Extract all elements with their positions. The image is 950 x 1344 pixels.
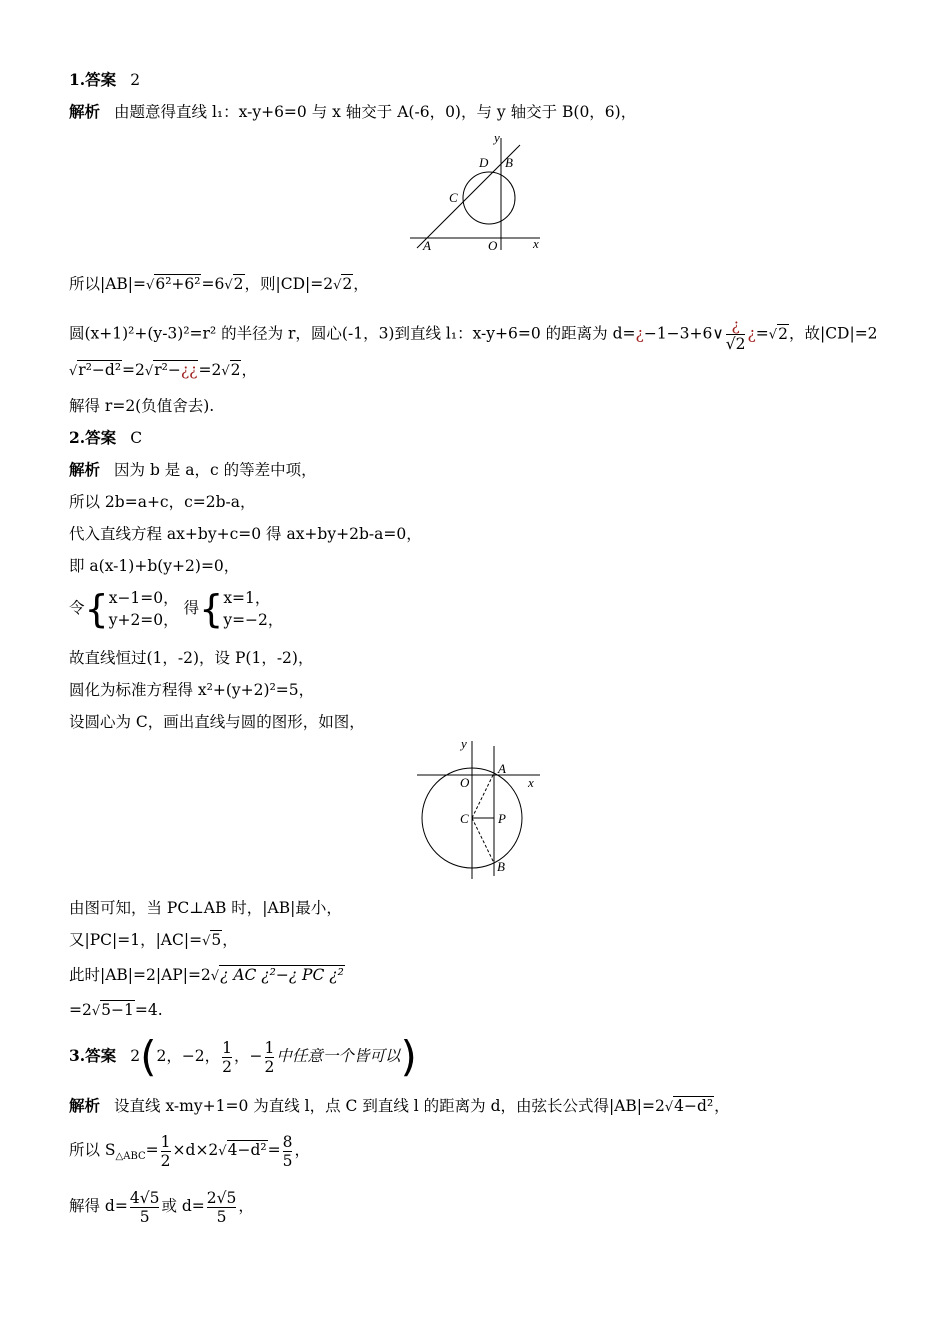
p2-de: 得 [183,599,200,617]
left-paren-icon: ( [140,1032,157,1081]
p2-label-x: x [528,775,534,790]
p1-distance-fraction [726,316,746,353]
p2-eq-y: y+2=0， [108,611,179,629]
p1-label-D: D [479,155,489,170]
p2-text-2: 所以 2b=a+c，c=2b-a， [69,493,256,511]
p3-half-num: 1 [160,1132,171,1151]
p3-answer-frac2 [265,1039,275,1076]
right-paren-icon: ) [400,1032,417,1081]
p3-area-radicand: 4−d² [227,1141,267,1159]
p1-r2: r²− [154,361,181,379]
p2-pc-ac: 又|PC|=1，|AC|= [69,931,203,949]
p1-analysis-label: 解析 [69,102,101,121]
p1-answer-line [69,70,140,90]
p1-ab-label: 所以|AB|= [69,275,147,293]
p2-text-3: 代入直线方程 ax+by+c=0 得 ax+by+2b-a=0， [69,525,422,543]
p3-d1-frac [130,1189,160,1226]
p1-cd-text: ，故|CD|=2 [788,324,878,343]
p2-label-P: P [498,811,506,826]
p1-garbled-3: ¿¿ [180,361,198,379]
p3-f2-num: 1 [264,1038,275,1057]
p1-figure [405,130,550,255]
p1-answer: 2 [130,71,141,89]
p3-area-den: 5 [282,1151,293,1170]
p2-answer-line [69,428,142,448]
p1-cd-root-2: 2 [230,361,241,379]
p2-text-6: 故直线恒过(1，-2)，设 P(1，-2)， [69,649,314,667]
p3-answer-prefix: 2 [130,1047,141,1065]
p3-f2-den: 2 [264,1057,275,1076]
p2-text-4: 即 a(x-1)+b(y+2)=0， [69,557,240,575]
p2-system-line [69,586,283,631]
p1-label-O: O [488,238,498,253]
sqrt-icon: √ [91,1004,101,1019]
left-brace-icon: { [84,587,109,631]
p1-ab-radicand: 6²+6² [155,275,201,293]
p3-d1-den: 5 [130,1207,160,1226]
p3-area-num: 8 [282,1132,293,1151]
p3-answer-line [69,1032,417,1081]
p1-label-x: x [533,236,539,251]
p2-result: =4. [134,1001,163,1019]
p3-eq: = [145,1141,159,1159]
p1-distance-text: 圆(x+1)²+(y-3)²=r² 的半径为 r，圆心(-1，3)到直线 l₁：x-y+6=0 的距离为 d= [69,324,636,343]
p1-d-root: 2 [778,324,788,343]
p3-heading: 3.答案 [69,1046,117,1065]
sqrt-icon: √ [221,364,230,379]
p2-ab-radicand: ¿ AC ¿²−¿ PC ¿² [220,966,344,984]
p1-circle [463,172,515,224]
p1-cd-label: ，则|CD|=2 [244,275,334,293]
p2-result-prefix: =2 [69,1001,92,1019]
p3-half-frac [161,1133,171,1170]
p3-analysis-line1 [69,1096,730,1118]
p3-comma: ， [714,1097,730,1115]
p3-area-frac [283,1133,293,1170]
p3-chord-radicand: 4−d² [674,1097,714,1115]
p1-eq2: =2 [122,361,145,379]
p2-label-O: O [460,775,470,790]
p1-garbled-1: ¿ [635,324,644,343]
p3-answer-frac1 [222,1039,232,1076]
p1-ab-root: 2 [233,275,244,293]
p2-analysis-label: 解析 [69,460,101,479]
p2-comma: ， [222,931,238,949]
p3-area-label: 所以 S [69,1141,116,1159]
p2-figure [415,736,545,881]
p2-analysis-line1 [69,460,317,480]
p2-sol-y: y=−2， [223,611,284,629]
p1-frac-num: ¿ [731,316,740,334]
sqrt-icon: √ [146,278,155,293]
sqrt-icon: √ [202,934,211,949]
p3-d2-den: 5 [207,1207,237,1226]
p2-ac-root: 5 [211,931,222,949]
p3-comma2: ， [294,1141,310,1159]
p2-label-A: A [498,761,506,776]
p2-text-9: 由图可知，当 PC⊥AB 时，|AB|最小， [69,899,342,917]
p2-eq-x: x−1=0， [108,589,179,607]
p1-analysis-line1 [69,102,636,122]
p3-answer-values: 2，−2， [156,1047,221,1065]
sqrt-icon: √ [210,969,220,984]
p1-label-C: C [449,190,458,205]
p2-system-2 [223,587,283,631]
p1-text-2 [69,274,369,296]
p1-garbled-2: ¿ [747,324,756,343]
p2-label-C: C [460,811,469,826]
sqrt-icon: √ [664,1100,674,1115]
left-brace-icon: { [199,587,224,631]
p1-text-1: 由题意得直线 l₁：x-y+6=0 与 x 轴交于 A(-6，0)，与 y 轴交于 B(0，6)， [114,103,637,121]
p2-text-12 [69,1000,163,1022]
p2-text-7: 圆化为标准方程得 x²+(y+2)²=5， [69,681,315,699]
p2-text-1: 因为 b 是 a，c 的等差中项， [114,461,317,479]
p1-distance-num: −1−3+6∨ [643,324,724,343]
p3-half-den: 2 [160,1151,171,1170]
p3-or: 或 d= [161,1197,205,1215]
p2-label-B: B [497,859,505,874]
sqrt-icon: √ [144,364,154,379]
p1-eq: = [755,324,769,343]
p3-answer-note: 中任意一个皆可以 [276,1047,401,1065]
p3-eq2: = [267,1141,281,1159]
p3-analysis-label: 解析 [69,1096,101,1115]
p1-text-5: 解得 r=2(负值舍去). [69,397,215,415]
p1-comma-2: ， [241,361,257,379]
p2-text-11 [69,965,345,987]
sqrt-icon: √ [768,327,778,343]
p3-f1-num: 1 [222,1038,233,1057]
p1-cd-radicand: r²−d² [78,361,122,379]
sqrt-icon: √ [224,278,233,293]
p2-heading: 2.答案 [69,428,117,447]
p1-cd-radicand-2 [153,360,198,379]
p2-answer: C [130,429,143,447]
p3-answer-neg: ，− [234,1047,263,1065]
sqrt-icon: √ [333,278,342,293]
p2-ab-eq: 此时|AB|=2|AP|=2 [69,966,211,984]
p3-text-1: 设直线 x-my+1=0 为直线 l，点 C 到直线 l 的距离为 d，由弦长公式得|AB|=2 [114,1097,665,1115]
p3-comma3: ， [238,1197,254,1215]
p1-label-B: B [505,155,513,170]
p2-label-y: y [461,736,467,751]
p3-area-sub: △ABC [115,1151,146,1163]
p3-f1-den: 2 [222,1057,233,1076]
p2-ca-dash [472,773,494,818]
p1-text-3 [69,316,878,353]
p3-times: ×d×2 [172,1141,219,1159]
p3-solve-label: 解得 d= [69,1197,128,1215]
p2-sol-x: x=1， [223,589,271,607]
p3-d2-num: 2√5 [206,1188,237,1207]
p1-comma: ， [353,275,369,293]
p2-cb-dash [472,818,494,863]
p1-label-A: A [423,238,431,253]
p2-system-1 [109,587,179,631]
p1-label-y: y [494,130,500,145]
p2-text-10 [69,930,238,952]
p3-d2-frac [207,1189,237,1226]
p3-d1-num: 4√5 [129,1188,160,1207]
p1-heading: 1.答案 [69,70,117,89]
p3-text-3 [69,1186,254,1226]
p1-text-4 [69,360,257,382]
p1-eq3: =2 [198,361,222,379]
p1-ab-eq: =6 [201,275,225,293]
p2-result-radicand: 5−1 [101,1001,134,1019]
sqrt-icon: √ [218,1144,227,1159]
p2-text-8: 设圆心为 C，画出直线与圆的图形，如图， [69,713,365,731]
p1-frac-den: √2 [725,335,746,353]
p1-cd-root: 2 [342,275,353,293]
p3-text-2 [69,1130,310,1177]
p2-ling: 令 [69,599,85,617]
sqrt-icon: √ [69,364,78,379]
